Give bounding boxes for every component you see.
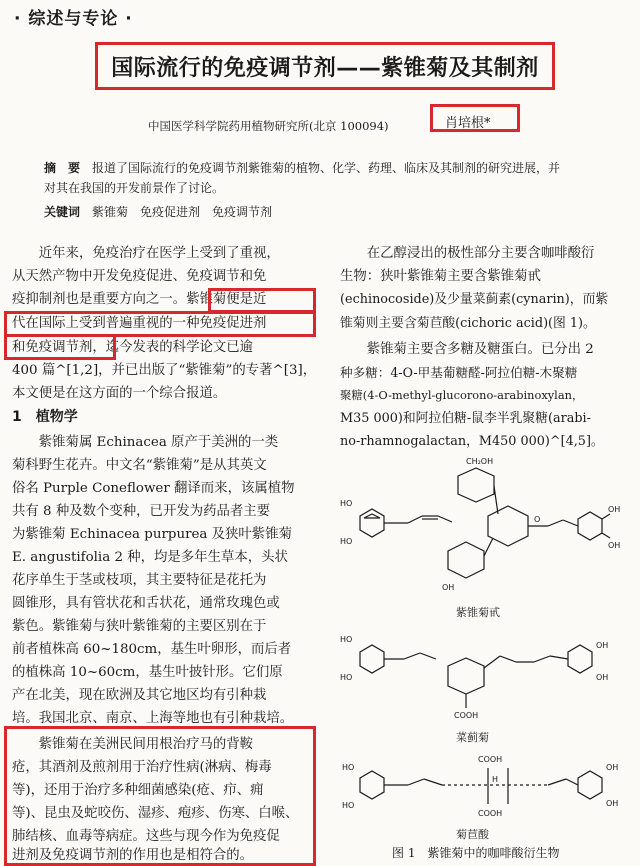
use-line: 肺结核、血毒等病症。这些与现今作为免疫促: [12, 829, 280, 844]
use-line: 进剂及免疫调节剂的作用也是相符合的。: [12, 848, 254, 863]
intro-line: 近年来，免疫治疗在医学上受到了重视，: [12, 246, 280, 261]
cynarin-structure: [338, 628, 634, 724]
benzene-ring: [360, 771, 384, 799]
sugar-ring: [488, 506, 528, 546]
bond: [500, 656, 516, 662]
echinacoside-structure: [338, 456, 634, 606]
highlight-box: [4, 334, 116, 360]
use-line: 紫锥菊在美洲民间用根治疗马的背鞍: [12, 737, 254, 752]
atom-label: CH₂OH: [466, 457, 494, 466]
keywords-line: [44, 203, 272, 220]
atom-label: H: [492, 775, 499, 784]
botany-line: 共有 8 种及数个变种，已开发为药品者主要: [12, 504, 271, 519]
use-line: 等)，还用于治疗多种细菌感染(疮、疖、痈: [12, 783, 264, 798]
chem-line: 种多糖：4-O-甲基葡糖醛-阿拉伯糖-木聚糖: [340, 365, 578, 380]
chem-line: 锥菊则主要含菊苣酸(cichoric acid)(图 1)。: [340, 316, 596, 331]
botany-line: 培。我国北京、南京、上海等地也有引种栽培。: [12, 711, 294, 726]
bond: [550, 656, 568, 659]
bond: [602, 533, 610, 538]
atom-label: OH: [606, 763, 619, 772]
bond: [420, 653, 436, 659]
bond: [566, 779, 578, 785]
atom-label: COOH: [478, 809, 503, 818]
bond: [494, 486, 498, 514]
ring-bond: [364, 514, 380, 518]
intro-line: 疫抑制剂也是重要方向之一。紫锥菊便是近: [12, 292, 267, 307]
atom-label: HO: [340, 499, 353, 508]
intro-line: 从天然产物中开发免疫促进、免疫调节和免: [12, 269, 267, 284]
intro-line: 本文便是在这方面的一个综合报道。: [12, 386, 227, 401]
bond: [408, 516, 422, 523]
use-line: 等)、昆虫及蛇咬伤、湿疹、疱疹、伤寒、白喉、: [12, 806, 299, 821]
chem-line: (echinocoside)及少量菜蓟素(cynarin)，而紫: [340, 292, 609, 307]
botany-line: 俗名 Purple Coneflower 翻译而来，该属植物: [12, 481, 295, 496]
atom-label: HO: [342, 763, 355, 772]
atom-label: OH: [608, 505, 621, 514]
affiliation: 中国医学科学院药用植物研究所(北京 100094): [148, 119, 389, 133]
use-line: 疮，其酒剂及煎剂用于治疗性病(淋病、梅毒: [12, 760, 272, 775]
bond: [602, 514, 610, 519]
atom-label: COOH: [454, 711, 479, 720]
highlight-box: [4, 726, 316, 866]
sugar-ring: [458, 468, 494, 502]
botany-line: 花序单生于茎或枝项，其主要特征是花托为: [12, 573, 267, 588]
atom-label: O: [534, 515, 541, 524]
highlight-box: [208, 288, 316, 313]
chem-line: no-rhamnogalactan，M450 000)^[4,5]。: [340, 434, 604, 449]
figure-title-partial: 图 1 紫锥菊中的咖啡酸衍生物: [392, 846, 560, 860]
intro-line: 和免疫调节剂，迄今发表的科学论文已逾: [12, 340, 254, 355]
botany-line: 为紫锥菊 Echinacea purpurea 及狭叶紫锥菊: [12, 527, 292, 542]
abstract-label: 摘 要: [44, 161, 81, 175]
chem-line: 在乙醇浸出的极性部分主要含咖啡酸衍: [340, 246, 595, 261]
atom-label: OH: [596, 673, 609, 682]
atom-label: HO: [340, 537, 353, 546]
cichoric-structure: [338, 748, 634, 824]
benzene-ring: [578, 512, 602, 540]
caption-cichoric: 菊苣酸: [456, 828, 489, 841]
botany-line: 圆锥形，具有管状花和舌状花，通常玫瑰色或: [12, 596, 280, 611]
article-title: 国际流行的免疫调节剂——紫锥菊及其制剂: [111, 55, 539, 81]
atom-label: HO: [342, 801, 355, 810]
botany-line: 紫锥菊属 Echinacea 原产于美洲的一类: [12, 435, 279, 450]
bond: [424, 779, 442, 785]
keywords-label: 关键词: [44, 205, 81, 219]
chem-line: M35 000)和阿拉伯糖-鼠李半乳聚糖(arabi-: [340, 411, 591, 426]
botany-line: 产在北美，现在欧洲及其它地区均有引种栽: [12, 688, 267, 703]
atom-label: OH: [608, 541, 621, 550]
botany-line: 菊科野生花卉。中文名“紫锥菊”是从其英文: [12, 458, 267, 473]
intro-line: 400 篇^[1,2]，并已出版了“紫锥菊”的专著^[3]，: [12, 363, 317, 378]
botany-line: E. angustifolia 2 种，均是多年生草本，头状: [12, 550, 288, 565]
keywords: 紫锥菊 免疫促进剂 免疫调节剂: [92, 205, 273, 219]
chem-line: 聚糖(4-O-methyl-glucorono-arabinoxylan，: [340, 388, 584, 402]
bond: [548, 520, 563, 526]
abstract-line-2: 对其在我国的开发前景作了讨论。: [44, 181, 225, 195]
atom-label: COOH: [478, 755, 503, 764]
bond: [404, 653, 420, 659]
bond: [438, 516, 452, 522]
bond: [563, 520, 578, 526]
bond: [548, 779, 566, 785]
benzene-ring: [568, 645, 592, 673]
abstract-line-1: 摘 要 报道了国际流行的免疫调节剂紫锥菊的植物、化学、药理、临床及其制剂的研究进展，并: [44, 161, 561, 175]
caption-cynarin: 菜蓟菊: [456, 731, 489, 744]
atom-label: OH: [596, 641, 609, 650]
botany-line: 前者植株高 60~180cm，基生叶卵形，而后者: [12, 642, 292, 657]
bond: [484, 656, 500, 668]
intro-line: 代在国际上受到普遍重视的一种免疫促进剂: [12, 316, 267, 331]
benzene-ring: [360, 645, 384, 673]
bond: [408, 779, 424, 785]
atom-label: HO: [340, 635, 353, 644]
botany-line: 的植株高 10~60cm，基生叶披针形。它们原: [12, 665, 283, 680]
section-label: · 综述与专论 ·: [14, 9, 133, 29]
bond: [534, 656, 550, 662]
benzene-ring: [360, 509, 384, 537]
chem-line: 生物：狭叶紫锥菊主要含紫锥菊甙: [340, 269, 541, 284]
cyclohexane-ring: [448, 658, 484, 694]
atom-label: HO: [340, 673, 353, 682]
caption-echinacoside: 紫锥菊甙: [456, 606, 500, 619]
botany-line: 紫色。紫锥菊与狭叶紫锥菊的主要区别在于: [12, 619, 267, 634]
atom-label: OH: [442, 583, 455, 592]
benzene-ring: [578, 771, 602, 799]
bond: [484, 538, 493, 556]
atom-label: OH: [606, 799, 619, 808]
author-name: 肖培根*: [445, 116, 491, 131]
section-heading-botany: 1 植物学: [12, 409, 78, 425]
title-highlight-box: [95, 42, 555, 90]
chem-line: 紫锥菊主要含多糖及糖蛋白。已分出 2: [340, 342, 594, 357]
sugar-ring: [448, 542, 484, 578]
